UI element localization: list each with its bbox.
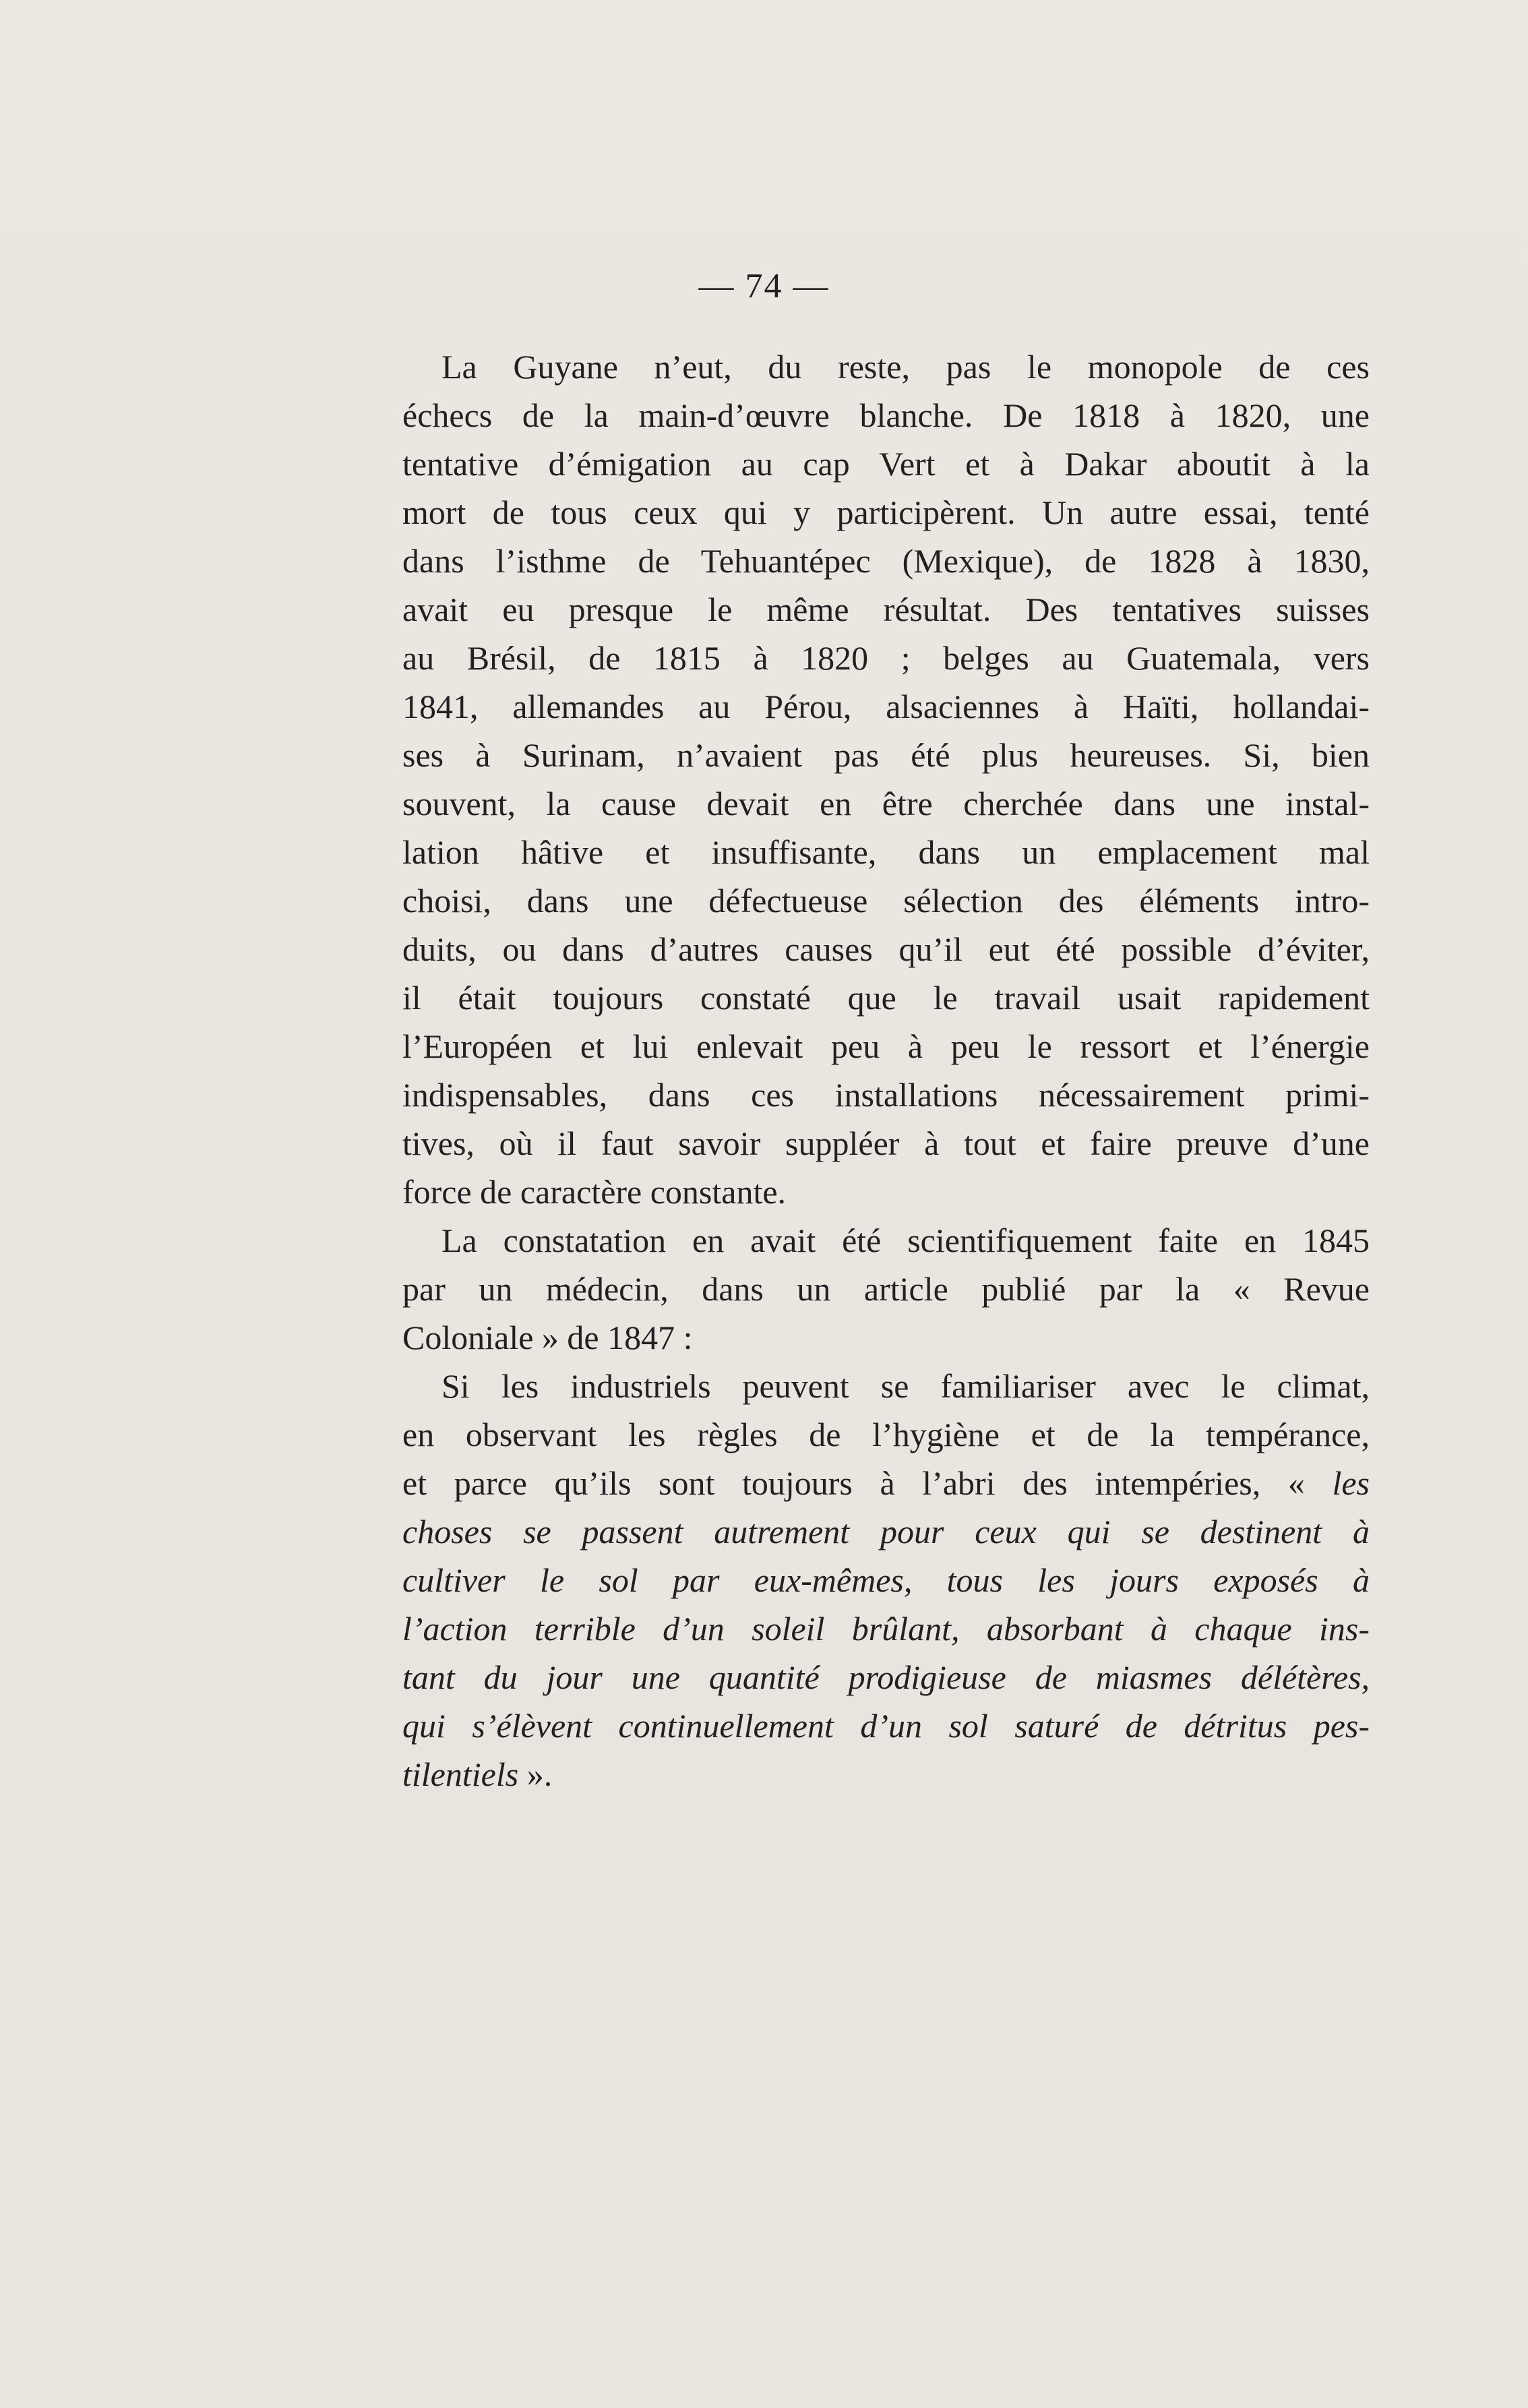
text-line: La Guyane n’eut, du reste, pas le monopole de ces (441, 348, 1370, 386)
italic-line: cultiver le sol par eux-mêmes, tous les jours exposés à (402, 1561, 1370, 1599)
italic-line: choses se passent autrement pour ceux qui se destinent à (402, 1513, 1370, 1551)
text-line: dans l’isthme de Tehuantépec (Mexique), de 1828 à 1830, (402, 542, 1370, 580)
text-line: il était toujours constaté que le travail usait rapidement (402, 979, 1370, 1017)
text-line: Si les industriels peuvent se familiariser avec le climat, (441, 1367, 1370, 1405)
text-line: Coloniale » de 1847 : (402, 1319, 693, 1356)
paragraph-1 (402, 342, 1370, 1216)
body-text (402, 342, 1370, 1799)
paragraph-3-quotation (402, 1362, 1370, 1799)
text-line: ses à Surinam, n’avaient pas été plus heureuses. Si, bien (402, 736, 1370, 774)
text-line: choisi, dans une défectueuse sélection des éléments intro- (402, 882, 1370, 920)
text-line: au Brésil, de 1815 à 1820 ; belges au Guatemala, vers (402, 639, 1370, 677)
italic-line: qui s’élèvent continuellement d’un sol saturé de détritus pes- (402, 1707, 1370, 1745)
roman-text: et parce qu’ils sont toujours à l’abri des intempéries, « (402, 1464, 1333, 1502)
text-line: souvent, la cause devait en être cherchée dans une instal- (402, 785, 1370, 822)
page-number: — 74 — (698, 267, 830, 305)
text-line: échecs de la main-d’œuvre blanche. De 1818 à 1820, une (402, 396, 1370, 434)
text-line-mixed (402, 1459, 1370, 1507)
text-line: tives, où il faut savoir suppléer à tout et faire preuve d’une (402, 1124, 1370, 1162)
text-line: lation hâtive et insuffisante, dans un emplacement mal (402, 833, 1370, 871)
text-line: duits, ou dans d’autres causes qu’il eut été possible d’éviter, (402, 930, 1370, 968)
roman-text: ». (518, 1755, 553, 1793)
paragraph-2 (402, 1216, 1370, 1362)
text-line: en observant les règles de l’hygiène et de la tempérance, (402, 1416, 1370, 1453)
text-line: l’Européen et lui enlevait peu à peu le ressort et l’énergie (402, 1027, 1370, 1065)
italic-line: tant du jour une quantité prodigieuse de miasmes délétères, (402, 1658, 1370, 1696)
italic-line: l’action terrible d’un soleil brûlant, absorbant à chaque ins- (402, 1610, 1370, 1648)
text-line: tentative d’émigation au cap Vert et à Dakar aboutit à la (402, 445, 1370, 483)
text-line-mixed (402, 1750, 1370, 1799)
text-line: par un médecin, dans un article publié par la « Revue (402, 1270, 1370, 1308)
text-line: avait eu presque le même résultat. Des tentatives suisses (402, 591, 1370, 628)
text-line: 1841, allemandes au Pérou, alsaciennes à Haïti, hollandai- (402, 688, 1370, 725)
italic-text: tilentiels (402, 1755, 519, 1793)
text-line: force de caractère constante. (402, 1173, 787, 1211)
text-line: mort de tous ceux qui y participèrent. Un autre essai, tenté (402, 493, 1370, 531)
italic-text: les (1332, 1464, 1370, 1502)
text-line: La constatation en avait été scientifiquement faite en 1845 (441, 1222, 1370, 1259)
text-line: indispensables, dans ces installations nécessairement primi- (402, 1076, 1370, 1114)
